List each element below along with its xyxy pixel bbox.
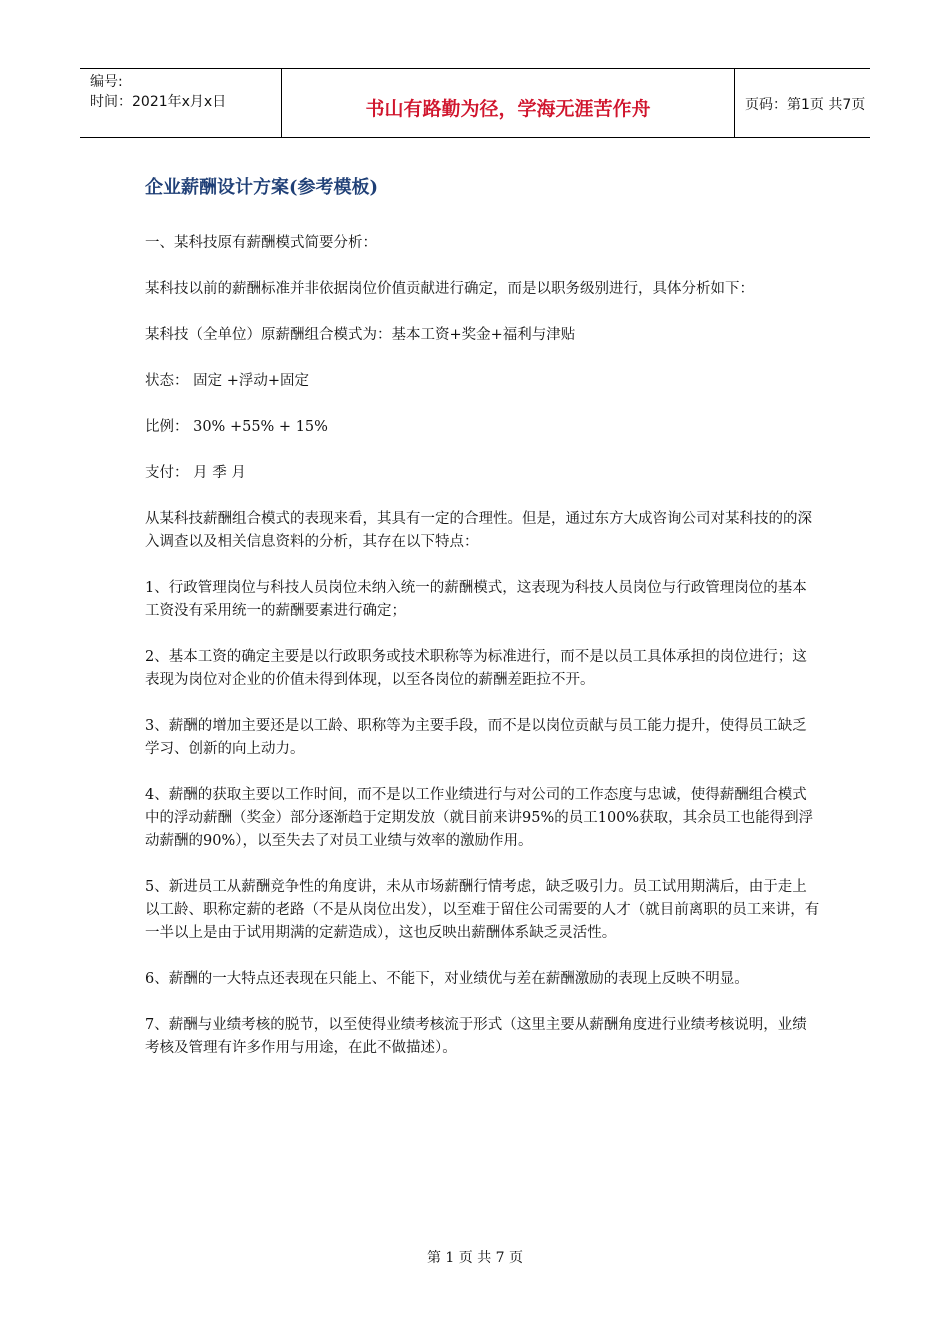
section-heading: 一、某科技原有薪酬模式简要分析： <box>145 235 377 251</box>
list-item: 4、薪酬的获取主要以工作时间，而不是以工作业绩进行与对公司的工作态度与忠诚，使得薪酬组合模式中的浮动薪酬（奖金）部分逐渐趋于定期发放（就目前来讲95%的员工100%获取，其余员工也能得到浮动薪酬的90%），以至失去了对员工业绩与效率的激励作用。 <box>145 787 814 849</box>
list-item: 3、薪酬的增加主要还是以工龄、职称等为主要手段，而不是以岗位贡献与员工能力提升，使得员工缺乏学习、创新的向上动力。 <box>145 718 807 757</box>
document-body <box>145 232 820 1083</box>
header-table <box>80 68 870 138</box>
header-motto-cell <box>282 69 735 137</box>
page-info: 页码：第1页 共7页 <box>745 97 866 113</box>
page-footer: 第 1 页 共 7 页 <box>426 1250 524 1266</box>
motto: 书山有路勤为径，学海无涯苦作舟 <box>365 98 651 120</box>
list-item: 1、行政管理岗位与科技人员岗位未纳入统一的薪酬模式，这表现为科技人员岗位与行政管理岗位的基本工资没有采用统一的薪酬要素进行确定； <box>145 580 807 619</box>
list-item: 7、薪酬与业绩考核的脱节，以至使得业绩考核流于形式（这里主要从薪酬角度进行业绩考核说明，业绩考核及管理有许多作用与用途，在此不做描述）。 <box>145 1017 807 1056</box>
header-right-cell <box>735 69 870 137</box>
list-item: 6、薪酬的一大特点还表现在只能上、不能下，对业绩优与差在薪酬激励的表现上反映不明显。 <box>145 971 749 987</box>
paragraph: 某科技（全单位）原薪酬组合模式为：基本工资+奖金+福利与津贴 <box>145 327 576 343</box>
time-label: 时间：2021年x月x日 <box>90 94 227 110</box>
number-label: 编号: <box>90 74 123 90</box>
list-item: 5、新进员工从薪酬竞争性的角度讲，未从市场薪酬行情考虑，缺乏吸引力。员工试用期满后，由于走上以工龄、职称定薪的老路（不是从岗位出发），以至难于留住公司需要的人才（就目前离职的员工来讲，有一半以上是由于试用期满的定薪造成），这也反映出薪酬体系缺乏灵活性。 <box>145 879 820 941</box>
paragraph: 某科技以前的薪酬标准并非依据岗位价值贡献进行确定，而是以职务级别进行，具体分析如下： <box>145 281 754 297</box>
list-item: 2、基本工资的确定主要是以行政职务或技术职称等为标准进行，而不是以员工具体承担的岗位进行；这表现为岗位对企业的价值未得到体现，以至各岗位的薪酬差距拉不开。 <box>145 649 807 688</box>
paragraph: 从某科技薪酬组合模式的表现来看，其具有一定的合理性。但是，通过东方大成咨询公司对某科技的的深入调查以及相关信息资料的分析，其存在以下特点： <box>145 511 812 550</box>
paragraph: 支付： 月 季 月 <box>145 465 246 481</box>
document-title: 企业薪酬设计方案(参考模板) <box>145 177 379 198</box>
paragraph: 状态： 固定 +浮动+固定 <box>145 373 310 389</box>
header-left-cell <box>80 69 282 137</box>
paragraph: 比例： 30% +55% + 15% <box>145 419 328 435</box>
